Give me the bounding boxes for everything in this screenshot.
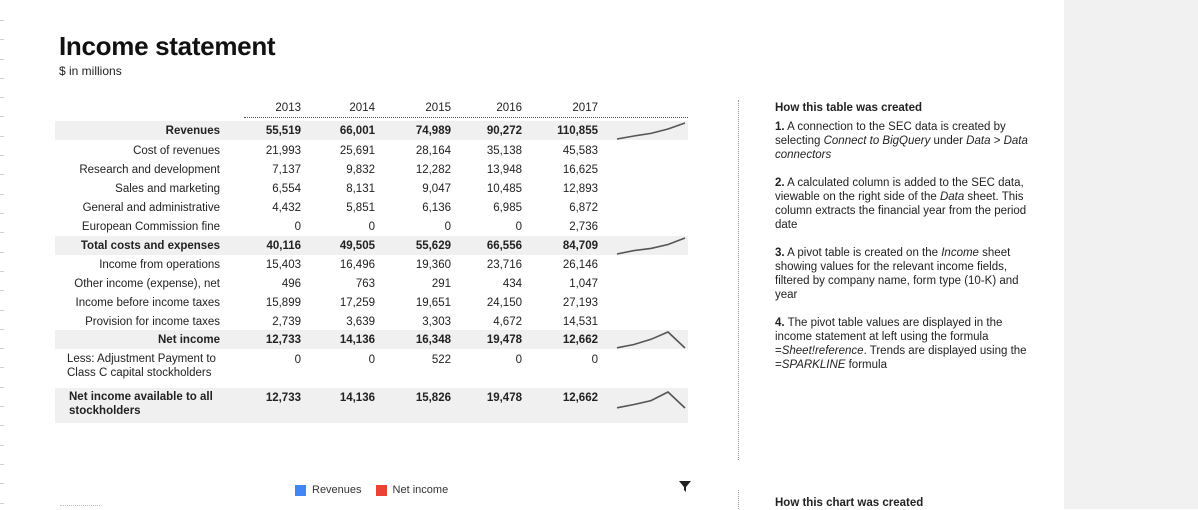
cell-2013: 55,519 — [265, 125, 301, 137]
page-subtitle: $ in millions — [59, 64, 122, 78]
cell-2015: 0 — [444, 221, 451, 233]
notes-step-4: 4. The pivot table values are displayed in the income statement at left using the formula =Sheet!reference. Trends are displayed using the =SPARKLINE formula — [775, 317, 1027, 371]
cell-2015: 19,360 — [415, 259, 451, 271]
row-label: European Commission fine — [81, 221, 220, 233]
cell-2014: 0 — [368, 221, 375, 233]
notes-step-1: 1. A connection to the SEC data is created by selecting Connect to BigQuery under Data > Data connectors — [775, 121, 1028, 161]
cell-2016: 23,716 — [486, 259, 522, 271]
row-label: Sales and marketing — [115, 183, 220, 195]
sparkline — [615, 121, 687, 141]
cell-2017: 110,855 — [557, 125, 598, 137]
cell-2017: 12,662 — [562, 334, 598, 346]
cell-2016: 13,948 — [486, 164, 522, 176]
cell-2013: 2,739 — [272, 316, 301, 328]
cell-2014: 763 — [355, 278, 375, 290]
cell-2013: 4,432 — [272, 202, 301, 214]
cell-2016: 19,478 — [486, 334, 522, 346]
row-label: Net income — [158, 334, 220, 346]
sparkline-line — [617, 392, 685, 408]
legend-label: Revenues — [312, 484, 362, 496]
cell-2017: 14,531 — [562, 316, 598, 328]
cell-2017: 1,047 — [569, 278, 598, 290]
notes-step-2: 2. A calculated column is added to the SEC data, viewable on the right side of the Data sheet. This column extracts the financial year from the period date — [775, 177, 1027, 231]
cell-2016: 19,478 — [486, 392, 522, 404]
cell-2013: 12,733 — [265, 334, 301, 346]
cell-2017: 12,662 — [562, 392, 598, 404]
cell-2017: 12,893 — [562, 183, 598, 195]
row-gridlines — [0, 0, 4, 509]
year-2013: 2013 — [275, 102, 301, 114]
cell-2013: 15,899 — [265, 297, 301, 309]
cell-2015: 19,651 — [415, 297, 451, 309]
cell-2015: 16,348 — [415, 334, 451, 346]
year-2017: 2017 — [572, 102, 598, 114]
cell-2016: 6,985 — [493, 202, 522, 214]
table-row — [55, 293, 688, 312]
cell-2017: 0 — [591, 354, 598, 366]
cell-2017: 16,625 — [562, 164, 598, 176]
cell-2016: 4,672 — [493, 316, 522, 328]
cell-2014: 25,691 — [339, 145, 375, 157]
column-divider — [738, 100, 739, 460]
year-2016: 2016 — [496, 102, 522, 114]
cell-2013: 0 — [294, 221, 301, 233]
legend-swatch — [376, 485, 387, 496]
row-label: Other income (expense), net — [74, 278, 220, 290]
cell-2015: 74,989 — [415, 125, 451, 137]
chart-legend — [295, 484, 448, 496]
cell-2014: 8,131 — [346, 183, 375, 195]
table-row — [55, 236, 688, 255]
cell-2013: 12,733 — [265, 392, 301, 404]
table-row — [55, 121, 688, 140]
cell-2016: 35,138 — [486, 145, 522, 157]
chart-note-heading: How this chart was created — [775, 497, 924, 509]
cell-2016: 0 — [515, 221, 522, 233]
cell-2017: 26,146 — [562, 259, 598, 271]
cell-2016: 66,556 — [486, 240, 522, 252]
cell-2015: 6,136 — [422, 202, 451, 214]
table-row — [55, 217, 688, 236]
cell-2015: 9,047 — [422, 183, 451, 195]
sparkline — [615, 390, 687, 410]
cell-2013: 0 — [294, 354, 301, 366]
filter-icon[interactable] — [678, 479, 692, 493]
notes-step-3: 3. A pivot table is created on the Income sheet showing values for the relevant income fields, filtered by company name, form type (10-K) and year — [775, 247, 1019, 301]
chart-axis-hint — [60, 505, 100, 510]
row-label: General and administrative — [82, 202, 220, 214]
row-label: Income before income taxes — [75, 297, 220, 309]
cell-2013: 6,554 — [272, 183, 301, 195]
table-row — [55, 198, 688, 217]
sparkline-line — [617, 332, 685, 348]
cell-2017: 27,193 — [562, 297, 598, 309]
legend-swatch — [295, 485, 306, 496]
cell-2017: 84,709 — [562, 240, 598, 252]
cell-2015: 55,629 — [415, 240, 451, 252]
cell-2013: 40,116 — [266, 240, 301, 252]
table-row — [55, 160, 688, 179]
cell-2017: 2,736 — [569, 221, 598, 233]
table-row — [55, 141, 688, 160]
table-row — [55, 388, 688, 423]
cell-2015: 15,826 — [415, 392, 451, 404]
sparkline — [615, 330, 687, 350]
table-row — [55, 179, 688, 198]
cell-2014: 66,001 — [339, 125, 375, 137]
cell-2014: 14,136 — [339, 392, 375, 404]
row-label: Cost of revenues — [133, 145, 220, 157]
cell-2013: 496 — [281, 278, 301, 290]
sparkline-line — [617, 238, 685, 254]
cell-2014: 5,851 — [346, 202, 375, 214]
row-label: Income from operations — [99, 259, 220, 271]
cell-2015: 12,282 — [415, 164, 451, 176]
sparkline — [615, 236, 687, 256]
cell-2016: 0 — [515, 354, 522, 366]
cell-2013: 15,403 — [265, 259, 301, 271]
cell-2014: 49,505 — [339, 240, 375, 252]
table-row — [55, 330, 688, 349]
cell-2014: 0 — [368, 354, 375, 366]
table-row — [55, 274, 688, 293]
cell-2014: 3,639 — [346, 316, 375, 328]
row-label: Provision for income taxes — [85, 316, 220, 328]
column-divider-lower — [738, 490, 739, 509]
cell-2015: 3,303 — [422, 316, 451, 328]
notes-panel — [775, 101, 1030, 386]
year-2015: 2015 — [425, 102, 451, 114]
cell-2014: 16,496 — [339, 259, 375, 271]
cell-2016: 10,485 — [486, 183, 522, 195]
notes-heading: How this table was created — [775, 102, 922, 114]
header-divider — [244, 117, 688, 118]
cell-2016: 24,150 — [486, 297, 522, 309]
year-2014: 2014 — [349, 102, 375, 114]
cell-2015: 28,164 — [415, 145, 451, 157]
cell-2015: 291 — [431, 278, 451, 290]
cell-2015: 522 — [431, 354, 451, 366]
cell-2016: 90,272 — [486, 125, 522, 137]
right-gray-panel — [1064, 0, 1198, 509]
sparkline-line — [617, 123, 685, 139]
cell-2017: 45,583 — [562, 145, 598, 157]
cell-2014: 14,136 — [339, 334, 375, 346]
table-row — [55, 350, 688, 385]
cell-2013: 21,993 — [265, 145, 301, 157]
row-label: Revenues — [165, 125, 220, 137]
cell-2013: 7,137 — [272, 164, 301, 176]
page-title: Income statement — [59, 31, 276, 61]
notes-steps — [775, 120, 1030, 372]
legend-label: Net income — [392, 484, 449, 496]
cell-2014: 9,832 — [346, 164, 375, 176]
row-label: Research and development — [79, 164, 220, 176]
row-label: Total costs and expenses — [80, 240, 220, 252]
cell-2016: 434 — [502, 278, 522, 290]
table-row — [55, 255, 688, 274]
row-label: Less: Adjustment Payment to Class C capital stockholders — [67, 353, 216, 379]
table-row — [55, 312, 688, 331]
row-label: Net income available to all stockholders — [69, 391, 213, 417]
cell-2014: 17,259 — [339, 297, 375, 309]
cell-2017: 6,872 — [569, 202, 598, 214]
